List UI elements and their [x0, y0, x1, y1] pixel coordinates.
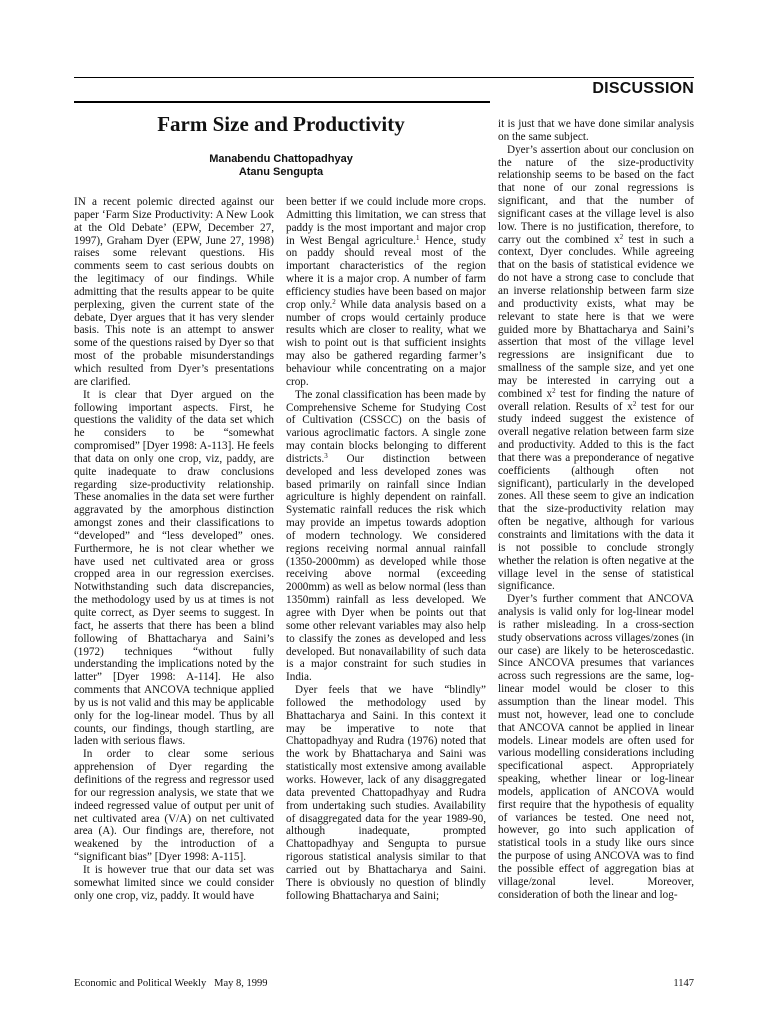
page-number: 1147	[673, 978, 694, 989]
paragraph: It is clear that Dyer argued on the following important aspects. First, he questions the validity of the data set which he considers to be “somewhat compromised” [Dyer 1998: A-113]. He feels that data on only one crop, viz, paddy, are quite inadequate to draw conclusions regarding size-productivity relationship. These anomalies in the data set were further aggravated by the amorphous distinction amongst zones and their classifications to “developed” and “less developed” ones. Furthermore, he is not clear whether we have used net cultivated area or gross cropped area in our regression exercises. Notwithstanding such data discrepancies, the methodology used by us at times is not quite correct, as Dyer seems to suggest. In fact, he asserts that there has been a blind following of Bhattacharya and Saini’s (1972) techniques “without fully understanding the implications noted by the latter” [Dyer 1998: A-114]. He also comments that ANCOVA technique applied by us is not valid and this may be applicable only for the log-linear model. Thus by all counts, our findings, though startling, are laden with serious flaws.	[74, 388, 274, 748]
paragraph: been better if we could include more crops. Admitting this limitation, we can stress that paddy is the most important and major crop in West Bengal agriculture.$^1$ Hence, study on paddy should reveal most of the important characteristics of the region where it is a major crop. A number of farm efficiency studies have been based on major crop only.$^2$ While data analysis based on a number of crops would certainly produce results which are closer to reality, what we wish to point out is that sufficient insights may also be gathered regarding farmer’s behaviour while concentrating on a major crop.	[286, 196, 486, 388]
footnote-mark: 3	[324, 451, 328, 460]
paragraph: it is just that we have done similar analysis on the same subject.	[498, 118, 694, 143]
paragraph: IN a recent polemic directed against our paper ‘Farm Size Productivity: A New Look at the Old Debate’ (EPW, December 27, 1997), Graham Dyer (EPW, June 27, 1998) raises some relevant questions. His comments seem to cast serious doubts on the legitimacy of our findings. While admitting that the results appear to be quite perplexing, given the current state of the debate, Dyer argues that it has very slender basis. This note is an attempt to answer some of the questions raised by Dyer so that most of the probable misunderstandings which resulted from Dyer’s presentations are clarified.	[74, 196, 274, 388]
author-name: Atanu Sengupta	[238, 166, 324, 178]
author-list	[74, 153, 488, 179]
header-rule	[74, 77, 694, 78]
paragraph: Dyer feels that we have “blindly” followed the methodology used by Bhattacharya and Saini. In this context it may be imperative to note that Chattopadhyay and Rudra (1976) noted that the work by Bhattacharya and Saini was statistically most extensive among available works. However, lack of any disaggregated data prevented Chattopadhyay and Rudra from undertaking such studies. Availability of disaggregated data for the year 1989-90, although inadequate, prompted Chattopadhyay and Sengupta to pursue rigorous statistical analysis similar to that carried out by Bhattacharya and Saini. There is obviously no question of blindly following Bhattacharya and Saini;	[286, 684, 486, 902]
issue-date: May 8, 1999	[214, 978, 268, 989]
title-rule	[74, 101, 490, 103]
footnote-mark: 1	[415, 233, 420, 242]
article-title: Farm Size and Productivity	[157, 112, 405, 136]
paragraph: It is however true that our data set was somewhat limited since we could consider only one crop, viz, paddy. It would have	[74, 863, 274, 902]
section-heading: DISCUSSION	[592, 80, 694, 97]
text-column-3	[498, 118, 694, 901]
paragraph: Dyer’s assertion about our conclusion on the nature of the size-productivity relationship seems to be based on the fact that none of our zonal regressions is significant, and that the number of significant cases at the village level is also low. There is no justification, therefore, to carry out the combined $x^2$ test in such a context, Dyer concludes. While agreeing that on the basis of statistical evidence we do not have a strong case to conclude that an inverse relationship between farm size and productivity exists, what may be relevant to state here is that we were guided more by Bhattacharya and Saini’s assertion that most of the village level regressions are insignificant due to smallness of the sample size, and yet one may be interested in carrying out a combined $x^2$ test for finding the nature of overall relation. Results of $x^2$ test for our study indeed suggest the existence of overall negative relation between farm size and productivity. Added to this is the fact that there was a preponderance of negative coefficients (although often not significant), particularly in the developed zones. All these seem to give an indication that the size-productivity relation may often be negative, although for various constraints and limitations with the data it is not possible to conclude strongly whether the relation is often negative at the village level in the sense of statistical significance.	[498, 143, 695, 593]
author-name: Manabendu Chattopadhyay	[209, 153, 353, 165]
footer-citation	[74, 978, 267, 989]
superscript: 2	[619, 232, 624, 241]
journal-name: Economic and Political Weekly	[74, 978, 207, 989]
superscript: 2	[552, 386, 556, 395]
paragraph: In order to clear some serious apprehension of Dyer regarding the definitions of the regress and regressor used for our regression analysis, we state that we indeed regressed value of output per unit of net cultivated area (V/A) on net cultivated area (A). Our findings are, therefore, not weakened by the introduction of a “significant bias” [Dyer 1998: A-115].	[74, 748, 274, 864]
paragraph: Dyer’s further comment that ANCOVA analysis is valid only for log-linear model is rather misleading. In a cross-section study observations across villages/zones (in our case) are likely to be heteroscedastic. Since ANCOVA presumes that variances across such regressions are the same, log-linear model would be closer to this assumption than the linear model. This must not, however, lead one to conclude that ANCOVA cannot be applied in linear models. Linear models are often used for various modelling considerations including specificational aspect. Appropriately speaking, whether linear or log-linear models, application of ANCOVA would first require that the hypothesis of equality of variances be tested. One need not, however, go into such application of statistical tools in a study like ours since the purpose of using ANCOVA was to find the possible effect of aggregation bias at village/zonal level. Moreover, consideration of both the linear and log-	[498, 593, 694, 901]
text-column-1	[74, 196, 274, 902]
paragraph: The zonal classification has been made by Comprehensive Scheme for Studying Cost of Cultivation (CSSCC) on the basis of various agroclimatic factors. A single zone may contain blocks belonging to different districts.$^3$ Our distinction between developed and less developed zones was based primarily on rainfall since Indian agriculture is highly dependent on rainfall. Systematic rainfall reduces the risk which may provide an impetus towards adoption of modern technology. We considered regions receiving normal annual rainfall (1350-2000mm) as developed while those receiving above normal (exceeding 2000mm) as well as below normal (less than 1350mm) rainfall as less developed. We agree with Dyer when be points out that some other relevant variables may also help to classify the zones as developed and less developed. But nonavailability of such data is a major constraint for such studies in India.	[286, 388, 487, 684]
text-column-2	[286, 196, 486, 902]
superscript: 2	[632, 399, 637, 408]
footnote-mark: 2	[332, 297, 336, 306]
